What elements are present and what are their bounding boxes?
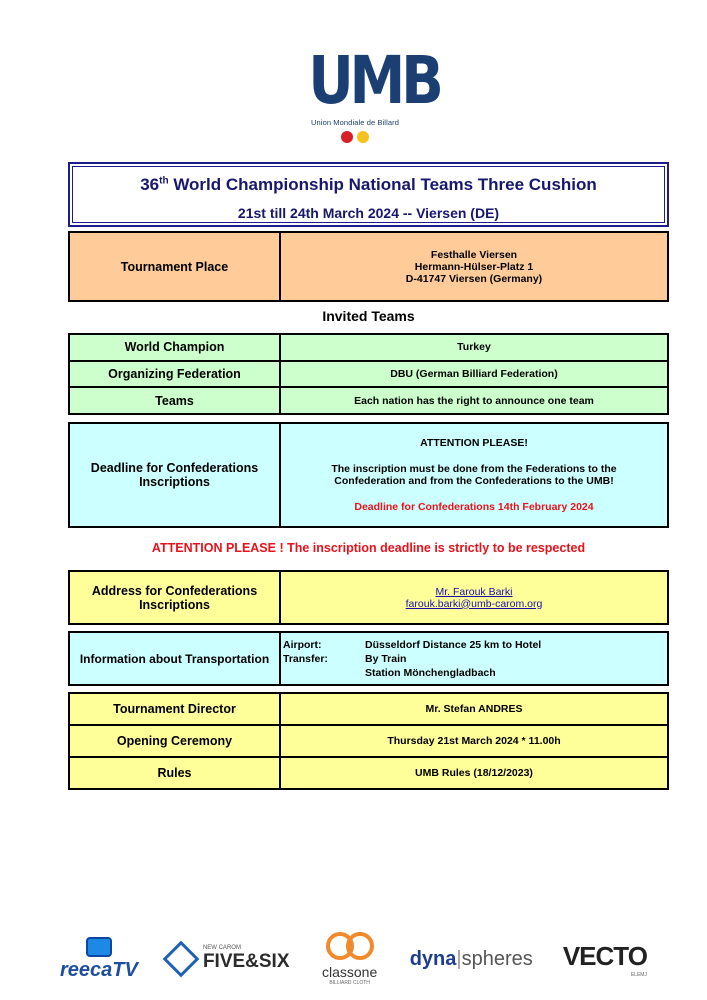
info-table	[68, 692, 669, 790]
title-suffix: th	[159, 175, 169, 187]
venue-city: D-41747 Viersen (Germany)	[405, 272, 543, 285]
venue-street: Hermann-Hülser-Platz 1	[414, 260, 534, 273]
sponsor-five-six	[168, 945, 290, 973]
red-ball-icon	[341, 131, 353, 143]
transport-label: Information about Transportation	[69, 632, 280, 685]
table-row	[69, 725, 668, 757]
title-dates: 21st till 24th March 2024 -- Viersen (DE)	[237, 205, 500, 221]
address-value	[280, 571, 668, 624]
row-label: Teams	[69, 387, 280, 414]
title-text: World Championship National Teams Three Cushion	[173, 175, 597, 194]
row-label: Rules	[69, 757, 280, 789]
title-number: 36	[140, 175, 160, 194]
transport-value	[280, 632, 668, 685]
table-row	[69, 693, 668, 725]
row-value: Mr. Stefan ANDRES	[280, 693, 668, 725]
row-value: DBU (German Billiard Federation)	[280, 361, 668, 388]
sponsor-classone	[320, 932, 380, 986]
reecatv-logo-text: reecaTV	[60, 958, 138, 981]
warning-text: ATTENTION PLEASE ! The inscription deadline is strictly to be respected	[151, 541, 586, 555]
row-value: Thursday 21st March 2024 * 11.00h	[280, 725, 668, 757]
classone-logo-text: classone	[321, 964, 378, 980]
table-row	[69, 361, 668, 388]
invited-teams-heading: Invited Teams	[322, 308, 415, 324]
transfer-key: Transfer:	[283, 652, 328, 665]
transfer-value: By Train	[365, 652, 407, 665]
airport-key: Airport:	[283, 638, 322, 651]
deadline-label: Deadline for Confederations Inscriptions	[69, 423, 280, 527]
logo-subtitle: Union Mondiale de Billard	[311, 118, 399, 127]
attention-text: ATTENTION PLEASE!	[420, 437, 528, 449]
rings-icon	[320, 932, 380, 964]
contact-name-link[interactable]: Mr. Farouk Barki	[435, 585, 513, 598]
tournament-place-label: Tournament Place	[69, 232, 280, 301]
row-value: UMB Rules (18/12/2023)	[280, 757, 668, 789]
sponsor-vecto	[563, 941, 647, 978]
email-link[interactable]: farouk.barki@umb-carom.org	[405, 597, 543, 610]
vecto-sub: ELEMJ	[630, 971, 647, 978]
five-six-small: NEW CAROM	[202, 945, 241, 951]
sponsor-dynaspheres: dyna|spheres	[409, 947, 533, 970]
table-row	[69, 334, 668, 361]
vecto-logo-text: VECTO	[562, 940, 647, 971]
title-box	[68, 162, 669, 227]
sponsor-bar	[60, 928, 647, 990]
table-row	[69, 757, 668, 789]
address-label: Address for Confederations Inscriptions	[69, 571, 280, 624]
umb-logo	[300, 42, 440, 152]
logo-dots	[300, 130, 410, 144]
venue-name: Festhalle Viersen	[430, 248, 518, 261]
tournament-place-table	[68, 231, 669, 302]
dyna-bold: dyna	[409, 947, 457, 970]
tv-icon	[86, 937, 112, 957]
sponsor-reecatv	[60, 937, 138, 982]
logo-letters: UMB	[308, 42, 440, 119]
dyna-rest: spheres	[461, 947, 533, 970]
classone-sub: BILLIARD CLOTH	[329, 980, 370, 986]
row-label: Opening Ceremony	[69, 725, 280, 757]
transport-table	[68, 631, 669, 686]
row-label: Tournament Director	[69, 693, 280, 725]
airport-value: Düsseldorf Distance 25 km to Hotel	[365, 638, 542, 651]
deadline-table	[68, 422, 669, 528]
tournament-place-value	[280, 232, 668, 301]
yellow-ball-icon	[357, 131, 369, 143]
invited-teams-table	[68, 333, 669, 415]
station-value: Station Mönchengladbach	[365, 666, 496, 679]
deadline-value	[280, 423, 668, 527]
page-title	[73, 175, 664, 195]
row-label: Organizing Federation	[69, 361, 280, 388]
five-six-logo-text: FIVE&SIX	[202, 951, 290, 972]
row-value: Each nation has the right to announce one team	[280, 387, 668, 414]
row-label: World Champion	[69, 334, 280, 361]
inscription-text: The inscription must be done from the Federations to the Confederation and from the Confederations to the UMB!	[331, 463, 617, 487]
address-table	[68, 570, 669, 625]
table-row	[69, 387, 668, 414]
deadline-date: Deadline for Confederations 14th February 2024	[354, 501, 594, 513]
row-value: Turkey	[280, 334, 668, 361]
diamond-icon	[163, 941, 200, 978]
